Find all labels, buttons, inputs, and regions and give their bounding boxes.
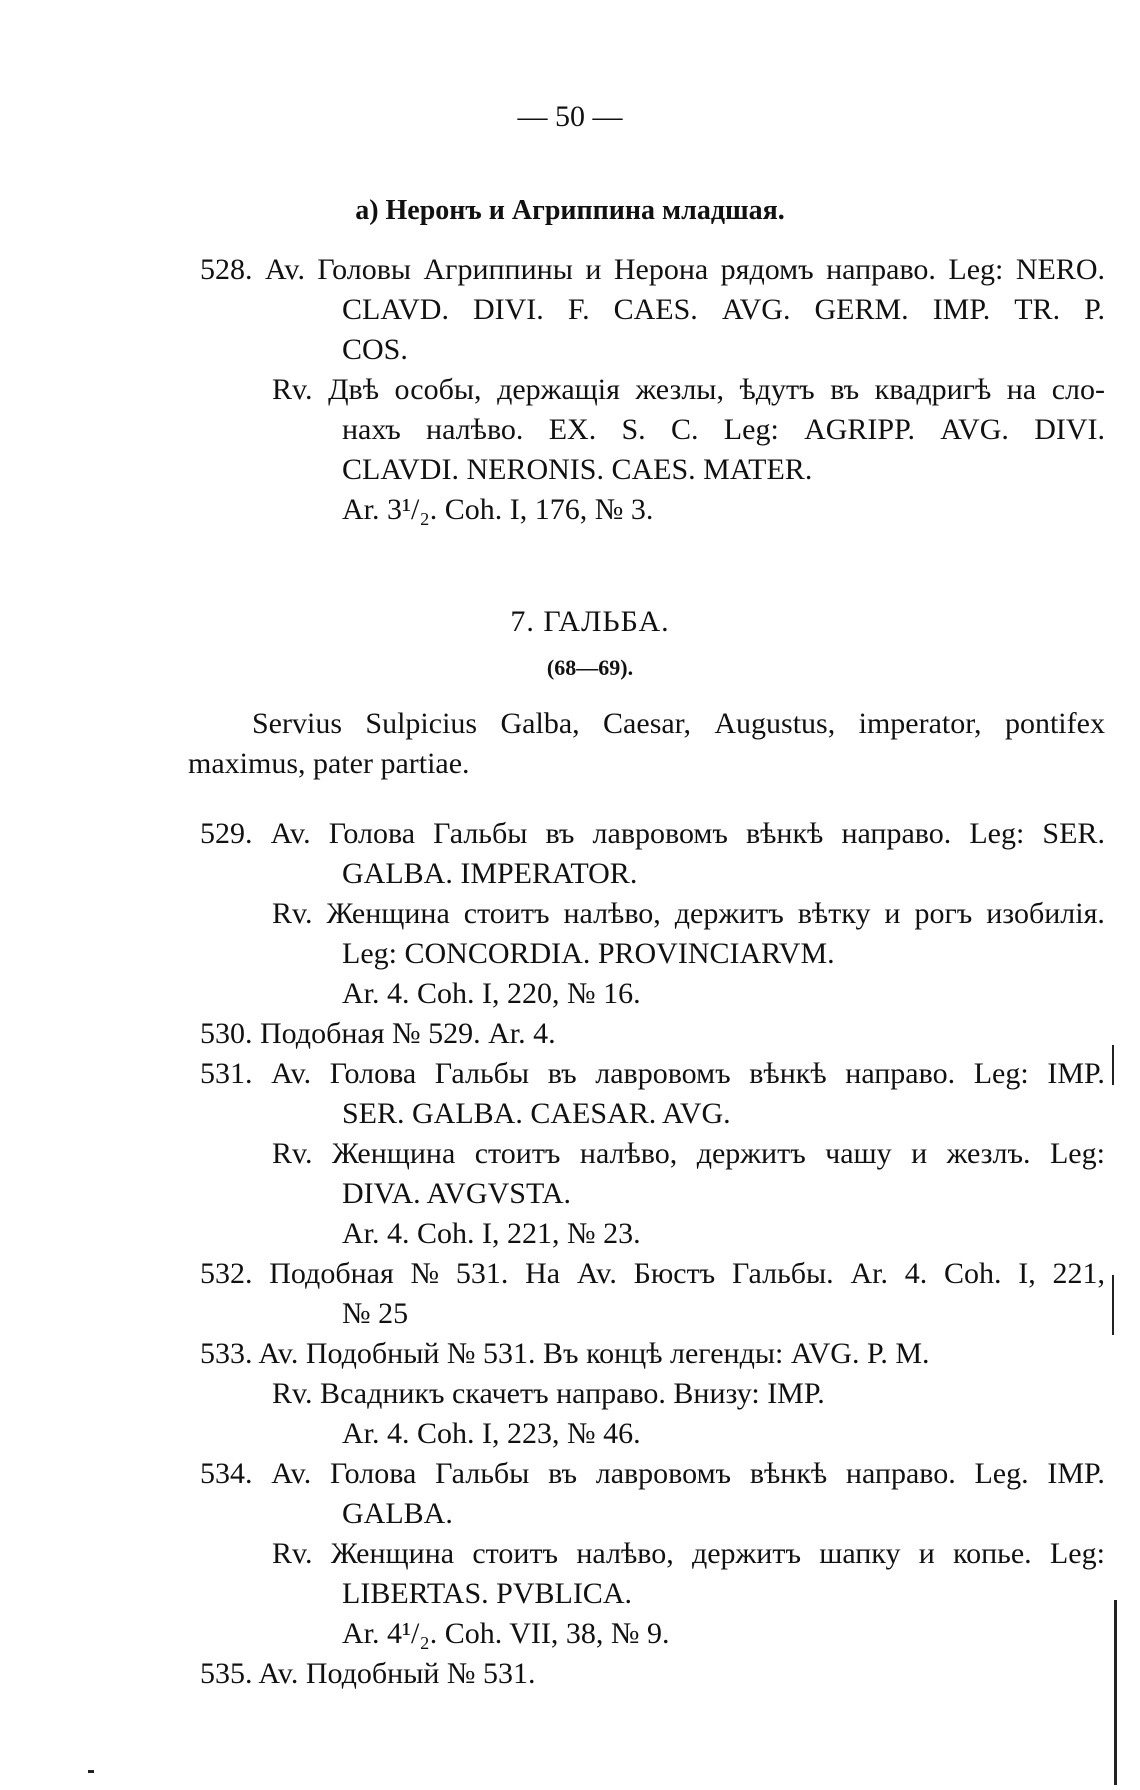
page-number: — 50 — <box>517 100 623 133</box>
word: стоитъ <box>463 897 550 930</box>
word: imperator, <box>858 707 982 740</box>
word: лавровомъ <box>592 817 728 850</box>
word: лавровомъ <box>595 1057 731 1090</box>
entry-534-av-line-2: GALBA. <box>342 1497 453 1530</box>
word: въ <box>547 1057 577 1090</box>
chapter-intro-line-2: maximus, pater partiae. <box>188 747 470 780</box>
word: CLAVD. <box>342 293 449 326</box>
word: вѣтку <box>797 897 871 930</box>
entry-528-rv-line-2 <box>342 413 1105 447</box>
word: направо. <box>841 817 952 850</box>
entry-530: 530. Подобная № 529. Ar. 4. <box>200 1017 556 1050</box>
word: и <box>918 1537 935 1570</box>
word: 531. <box>455 1257 509 1290</box>
word: 221, <box>1052 1257 1105 1290</box>
word: Двѣ <box>328 373 380 406</box>
word: Rv. <box>272 1137 313 1170</box>
word: шапку <box>819 1537 901 1570</box>
entry-528-reference: Ar. 3¹/₂. Coh. I, 176, № 3. <box>342 493 654 526</box>
word: DIVI. <box>472 293 544 326</box>
word: EX. <box>548 413 597 446</box>
word: Leg: <box>969 817 1025 850</box>
word: налѣво, <box>563 897 661 930</box>
word: Гальбы. <box>731 1257 834 1290</box>
word: C. <box>670 413 699 446</box>
word: ѣдутъ <box>739 373 815 406</box>
entry-528-av-line-3: COS. <box>342 333 408 366</box>
word: Бюстъ <box>633 1257 716 1290</box>
scan-margin-line <box>1114 1600 1117 1785</box>
word: AVG. <box>940 413 1009 446</box>
word: На <box>525 1257 561 1290</box>
entry-529-rv-line-1 <box>272 897 1105 931</box>
word: жезлъ. <box>946 1137 1031 1170</box>
word: квадригѣ <box>874 373 992 406</box>
word: 529. <box>200 817 253 850</box>
word: Leg: <box>723 413 779 446</box>
section-heading: a) Неронъ и Агриппина младшая. <box>355 195 785 226</box>
word: AVG. <box>721 293 791 326</box>
word: IMP. <box>1047 1457 1105 1490</box>
word: Leg: <box>973 1057 1029 1090</box>
entry-535: 535. Av. Подобный № 531. <box>200 1657 536 1690</box>
word: въ <box>830 373 860 406</box>
word: I, <box>1018 1257 1036 1290</box>
word: Galba, <box>500 707 580 740</box>
word: Augustus, <box>714 707 836 740</box>
word: Голова <box>328 817 416 850</box>
word: налѣво, <box>576 1537 674 1570</box>
word: Голова <box>329 1457 417 1490</box>
word: Leg: <box>948 253 1004 286</box>
entry-533-rv-line: Rv. Всадникъ скачетъ направо. Внизу: IMP. <box>272 1377 825 1410</box>
word: NERO. <box>1015 253 1105 286</box>
entry-531-av-line-2: SER. GALBA. CAESAR. AVG. <box>342 1097 731 1130</box>
entry-534-rv-line-2: LIBERTAS. PVBLICA. <box>342 1577 632 1610</box>
scan-margin-line <box>1112 1045 1114 1085</box>
entry-534-rv-line-1 <box>272 1537 1105 1571</box>
word: налѣво. <box>426 413 524 446</box>
word: IMP. <box>932 293 991 326</box>
chapter-title: 7. ГАЛЬБА. <box>510 605 670 638</box>
word: Av. <box>576 1257 617 1290</box>
entry-534-reference: Ar. 4¹/₂. Coh. VII, 38, № 9. <box>342 1617 670 1650</box>
entry-528-rv-line-3: CLAVDI. NERONIS. CAES. MATER. <box>342 453 813 486</box>
word: SER. <box>1042 817 1105 850</box>
word: Servius <box>252 707 342 740</box>
scan-speck <box>88 1770 94 1773</box>
word: Подобная <box>269 1257 394 1290</box>
word: держитъ <box>674 897 784 930</box>
word: Av. <box>271 1057 312 1090</box>
chapter-intro-line-1 <box>252 707 1105 741</box>
word: вѣнкѣ <box>749 1457 828 1490</box>
word: pontifex <box>1004 707 1105 740</box>
word: держащія <box>497 373 620 406</box>
word: особы, <box>394 373 482 406</box>
word: 528. <box>200 253 253 286</box>
word: рогъ <box>914 897 973 930</box>
word: Голова <box>329 1057 417 1090</box>
word: P. <box>1084 293 1105 326</box>
word: TR. <box>1014 293 1061 326</box>
entry-528-av-line-2 <box>342 293 1105 327</box>
word: Sulpicius <box>365 707 478 740</box>
word: Головы <box>317 253 412 286</box>
entry-531-rv-line-2: DIVA. AVGVSTA. <box>342 1177 572 1210</box>
word: AGRIPP. <box>804 413 915 446</box>
entry-528-rv-line-1 <box>272 373 1105 407</box>
entry-529-reference: Ar. 4. Coh. I, 220, № 16. <box>342 977 641 1010</box>
word: Гальбы <box>435 1457 530 1490</box>
word: Женщина <box>332 1137 456 1170</box>
word: S. <box>621 413 646 446</box>
word: копье. <box>953 1537 1032 1570</box>
word: и <box>884 897 901 930</box>
entry-529-av-line-1 <box>200 817 1105 851</box>
word: сло- <box>1051 373 1105 406</box>
entry-531-rv-line-1 <box>272 1137 1105 1171</box>
entry-533-av-line: 533. Av. Подобный № 531. Въ концѣ легенды: AVG. P. M. <box>200 1337 930 1370</box>
word: и <box>911 1137 928 1170</box>
word: жезлы, <box>635 373 724 406</box>
word: Coh. <box>943 1257 1002 1290</box>
word: F. <box>567 293 590 326</box>
word: вѣнкѣ <box>749 1057 827 1090</box>
word: Av. <box>271 1457 312 1490</box>
word: Ar. <box>850 1257 888 1290</box>
word: Rv. <box>272 897 313 930</box>
word: Leg: <box>1049 1537 1105 1570</box>
word: вѣнкѣ <box>745 817 824 850</box>
word: Женщина <box>326 897 450 930</box>
entry-528-av-line-1 <box>200 253 1105 287</box>
word: изобилія. <box>986 897 1105 930</box>
word: направо. <box>826 253 936 286</box>
word: CAES. <box>613 293 698 326</box>
word: налѣво, <box>579 1137 678 1170</box>
word: Rv. <box>272 1537 313 1570</box>
entry-529-av-line-2: GALBA. IMPERATOR. <box>342 857 638 890</box>
word: въ <box>548 1457 577 1490</box>
entry-529-rv-line-2: Leg: CONCORDIA. PROVINCIARVM. <box>342 937 835 970</box>
word: Leg: <box>1049 1137 1105 1170</box>
word: и <box>585 253 602 286</box>
word: держитъ <box>696 1137 806 1170</box>
word: въ <box>545 817 575 850</box>
word: лавровомъ <box>595 1457 732 1490</box>
word: 534. <box>200 1457 253 1490</box>
word: Rv. <box>272 373 313 406</box>
word: № <box>410 1257 440 1290</box>
word: Гальбы <box>433 817 528 850</box>
word: держитъ <box>691 1537 801 1570</box>
word: Av. <box>270 817 311 850</box>
entry-532-line-2: № 25 <box>342 1297 409 1330</box>
word: Caesar, <box>603 707 691 740</box>
word: 4. <box>904 1257 928 1290</box>
word: Агриппины <box>423 253 573 286</box>
word: 532. <box>200 1257 253 1290</box>
word: 531. <box>200 1057 253 1090</box>
word: Гальбы <box>434 1057 530 1090</box>
word: DIVI. <box>1034 413 1105 446</box>
word: чашу <box>825 1137 892 1170</box>
word: направо. <box>845 1057 956 1090</box>
entry-534-av-line-1 <box>200 1457 1105 1491</box>
scan-margin-line <box>1112 1275 1114 1335</box>
word: стоитъ <box>472 1537 559 1570</box>
word: стоитъ <box>474 1137 561 1170</box>
word: Нерона <box>613 253 709 286</box>
word: направо. <box>845 1457 956 1490</box>
entry-532-line-1 <box>200 1257 1105 1291</box>
word: рядомъ <box>720 253 814 286</box>
word: Leg. <box>974 1457 1029 1490</box>
word: GERM. <box>814 293 909 326</box>
word: IMP. <box>1047 1057 1105 1090</box>
word: Av. <box>264 253 305 286</box>
word: Женщина <box>330 1537 455 1570</box>
word: нахъ <box>342 413 401 446</box>
entry-533-reference: Ar. 4. Coh. I, 223, № 46. <box>342 1417 641 1450</box>
entry-531-av-line-1 <box>200 1057 1105 1091</box>
word: на <box>1006 373 1037 406</box>
chapter-dates: (68—69). <box>546 655 634 680</box>
entry-531-reference: Ar. 4. Coh. I, 221, № 23. <box>342 1217 641 1250</box>
